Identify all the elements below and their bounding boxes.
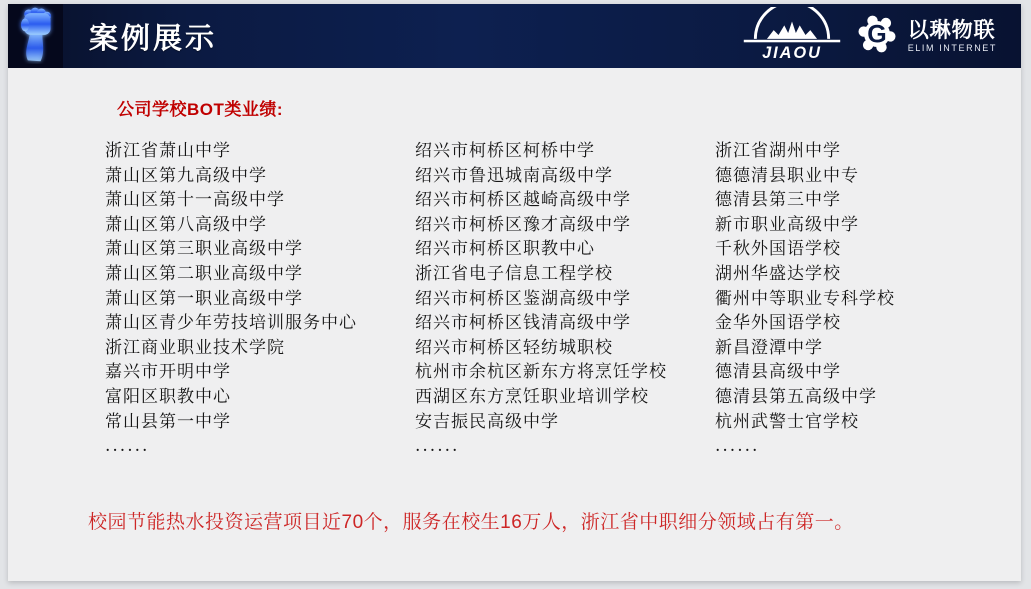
school-list-item: 嘉兴市开明中学 — [105, 362, 231, 383]
jiaou-crown-arc-icon — [743, 7, 839, 42]
school-list-item: 萧山区青少年劳技培训服务中心 — [105, 313, 357, 334]
school-list-item: 萧山区第一职业高级中学 — [105, 288, 303, 309]
school-list-item: 绍兴市柯桥区鉴湖高级中学 — [415, 288, 631, 309]
school-list-item: 绍兴市柯桥区越崎高级中学 — [415, 190, 631, 211]
school-list-item: 杭州武警士官学校 — [715, 411, 859, 432]
jiaou-logo — [743, 7, 841, 66]
elim-name: 以琳物联 — [907, 18, 996, 42]
school-list-item: 绍兴市柯桥区职教中心 — [415, 239, 595, 260]
school-list-item: 萧山区第九高级中学 — [105, 165, 267, 186]
school-list-item: 萧山区第二职业高级中学 — [105, 263, 303, 284]
elim-subtitle: ELIM INTERNET — [907, 42, 997, 53]
school-list-item: 绍兴市柯桥区钱清高级中学 — [415, 313, 631, 334]
page-title: 案例展示 — [89, 22, 218, 55]
svg-text:G: G — [866, 20, 887, 48]
summary-note: 校园节能热水投资运营项目近70个，服务在校生16万人，浙江省中职细分领域占有第一。 — [88, 511, 854, 533]
ellipsis-row: ...... — [715, 436, 760, 457]
school-list-item: 浙江省湖州中学 — [715, 141, 841, 161]
header-bar — [8, 4, 1021, 68]
fist-panel — [8, 4, 63, 68]
school-column-3 — [715, 139, 1021, 459]
school-list-item: 金华外国语学校 — [715, 313, 841, 334]
school-list-item: 绍兴市柯桥区豫才高级中学 — [415, 214, 631, 235]
school-list-item: 德清县第三中学 — [715, 190, 841, 211]
section-heading: 公司学校BOT类业绩: — [117, 100, 284, 119]
school-list-item: 浙江商业职业技术学院 — [105, 337, 285, 358]
school-list-item: 衢州中等职业专科学校 — [715, 288, 895, 309]
school-list-item: 千秋外国语学校 — [715, 239, 841, 260]
ellipsis-row: ...... — [415, 436, 460, 457]
school-list-item: 绍兴市柯桥区轻纺城职校 — [415, 337, 613, 358]
school-list-item: 德德清县职业中专 — [715, 165, 859, 186]
school-list-item: 安吉振民高级中学 — [415, 411, 559, 432]
elim-logo-text — [908, 19, 997, 54]
school-columns — [105, 139, 1021, 459]
school-list-item: 浙江省电子信息工程学校 — [415, 263, 613, 284]
school-list-item: 新昌澄潭中学 — [715, 337, 823, 358]
school-list-item: 新市职业高级中学 — [715, 214, 859, 235]
school-list-item: 西湖区东方烹饪职业培训学校 — [415, 386, 649, 407]
ellipsis-row: ...... — [105, 436, 150, 457]
school-list-item: 湖州华盛达学校 — [715, 263, 841, 284]
svg-text:JIAOU: JIAOU — [761, 43, 822, 61]
school-list-item: 浙江省萧山中学 — [105, 141, 231, 161]
school-column-1 — [105, 139, 415, 459]
fist-icon — [16, 4, 56, 69]
school-list-item: 常山县第一中学 — [105, 411, 231, 432]
school-list-item: 萧山区第十一高级中学 — [105, 190, 285, 211]
elim-gear-g-icon — [855, 12, 899, 61]
school-list-item: 绍兴市鲁迅城南高级中学 — [415, 165, 613, 186]
elim-logo — [855, 12, 997, 61]
school-list-item: 杭州市余杭区新东方将烹饪学校 — [415, 362, 667, 383]
school-column-2 — [415, 139, 715, 459]
school-list-item: 萧山区第八高级中学 — [105, 214, 267, 235]
school-list-item: 绍兴市柯桥区柯桥中学 — [415, 141, 595, 161]
school-list-item: 德清县第五高级中学 — [715, 386, 877, 407]
slide — [8, 4, 1021, 581]
school-list-item: 富阳区职教中心 — [105, 386, 231, 407]
school-list-item: 德清县高级中学 — [715, 362, 841, 383]
school-list-item: 萧山区第三职业高级中学 — [105, 239, 303, 260]
